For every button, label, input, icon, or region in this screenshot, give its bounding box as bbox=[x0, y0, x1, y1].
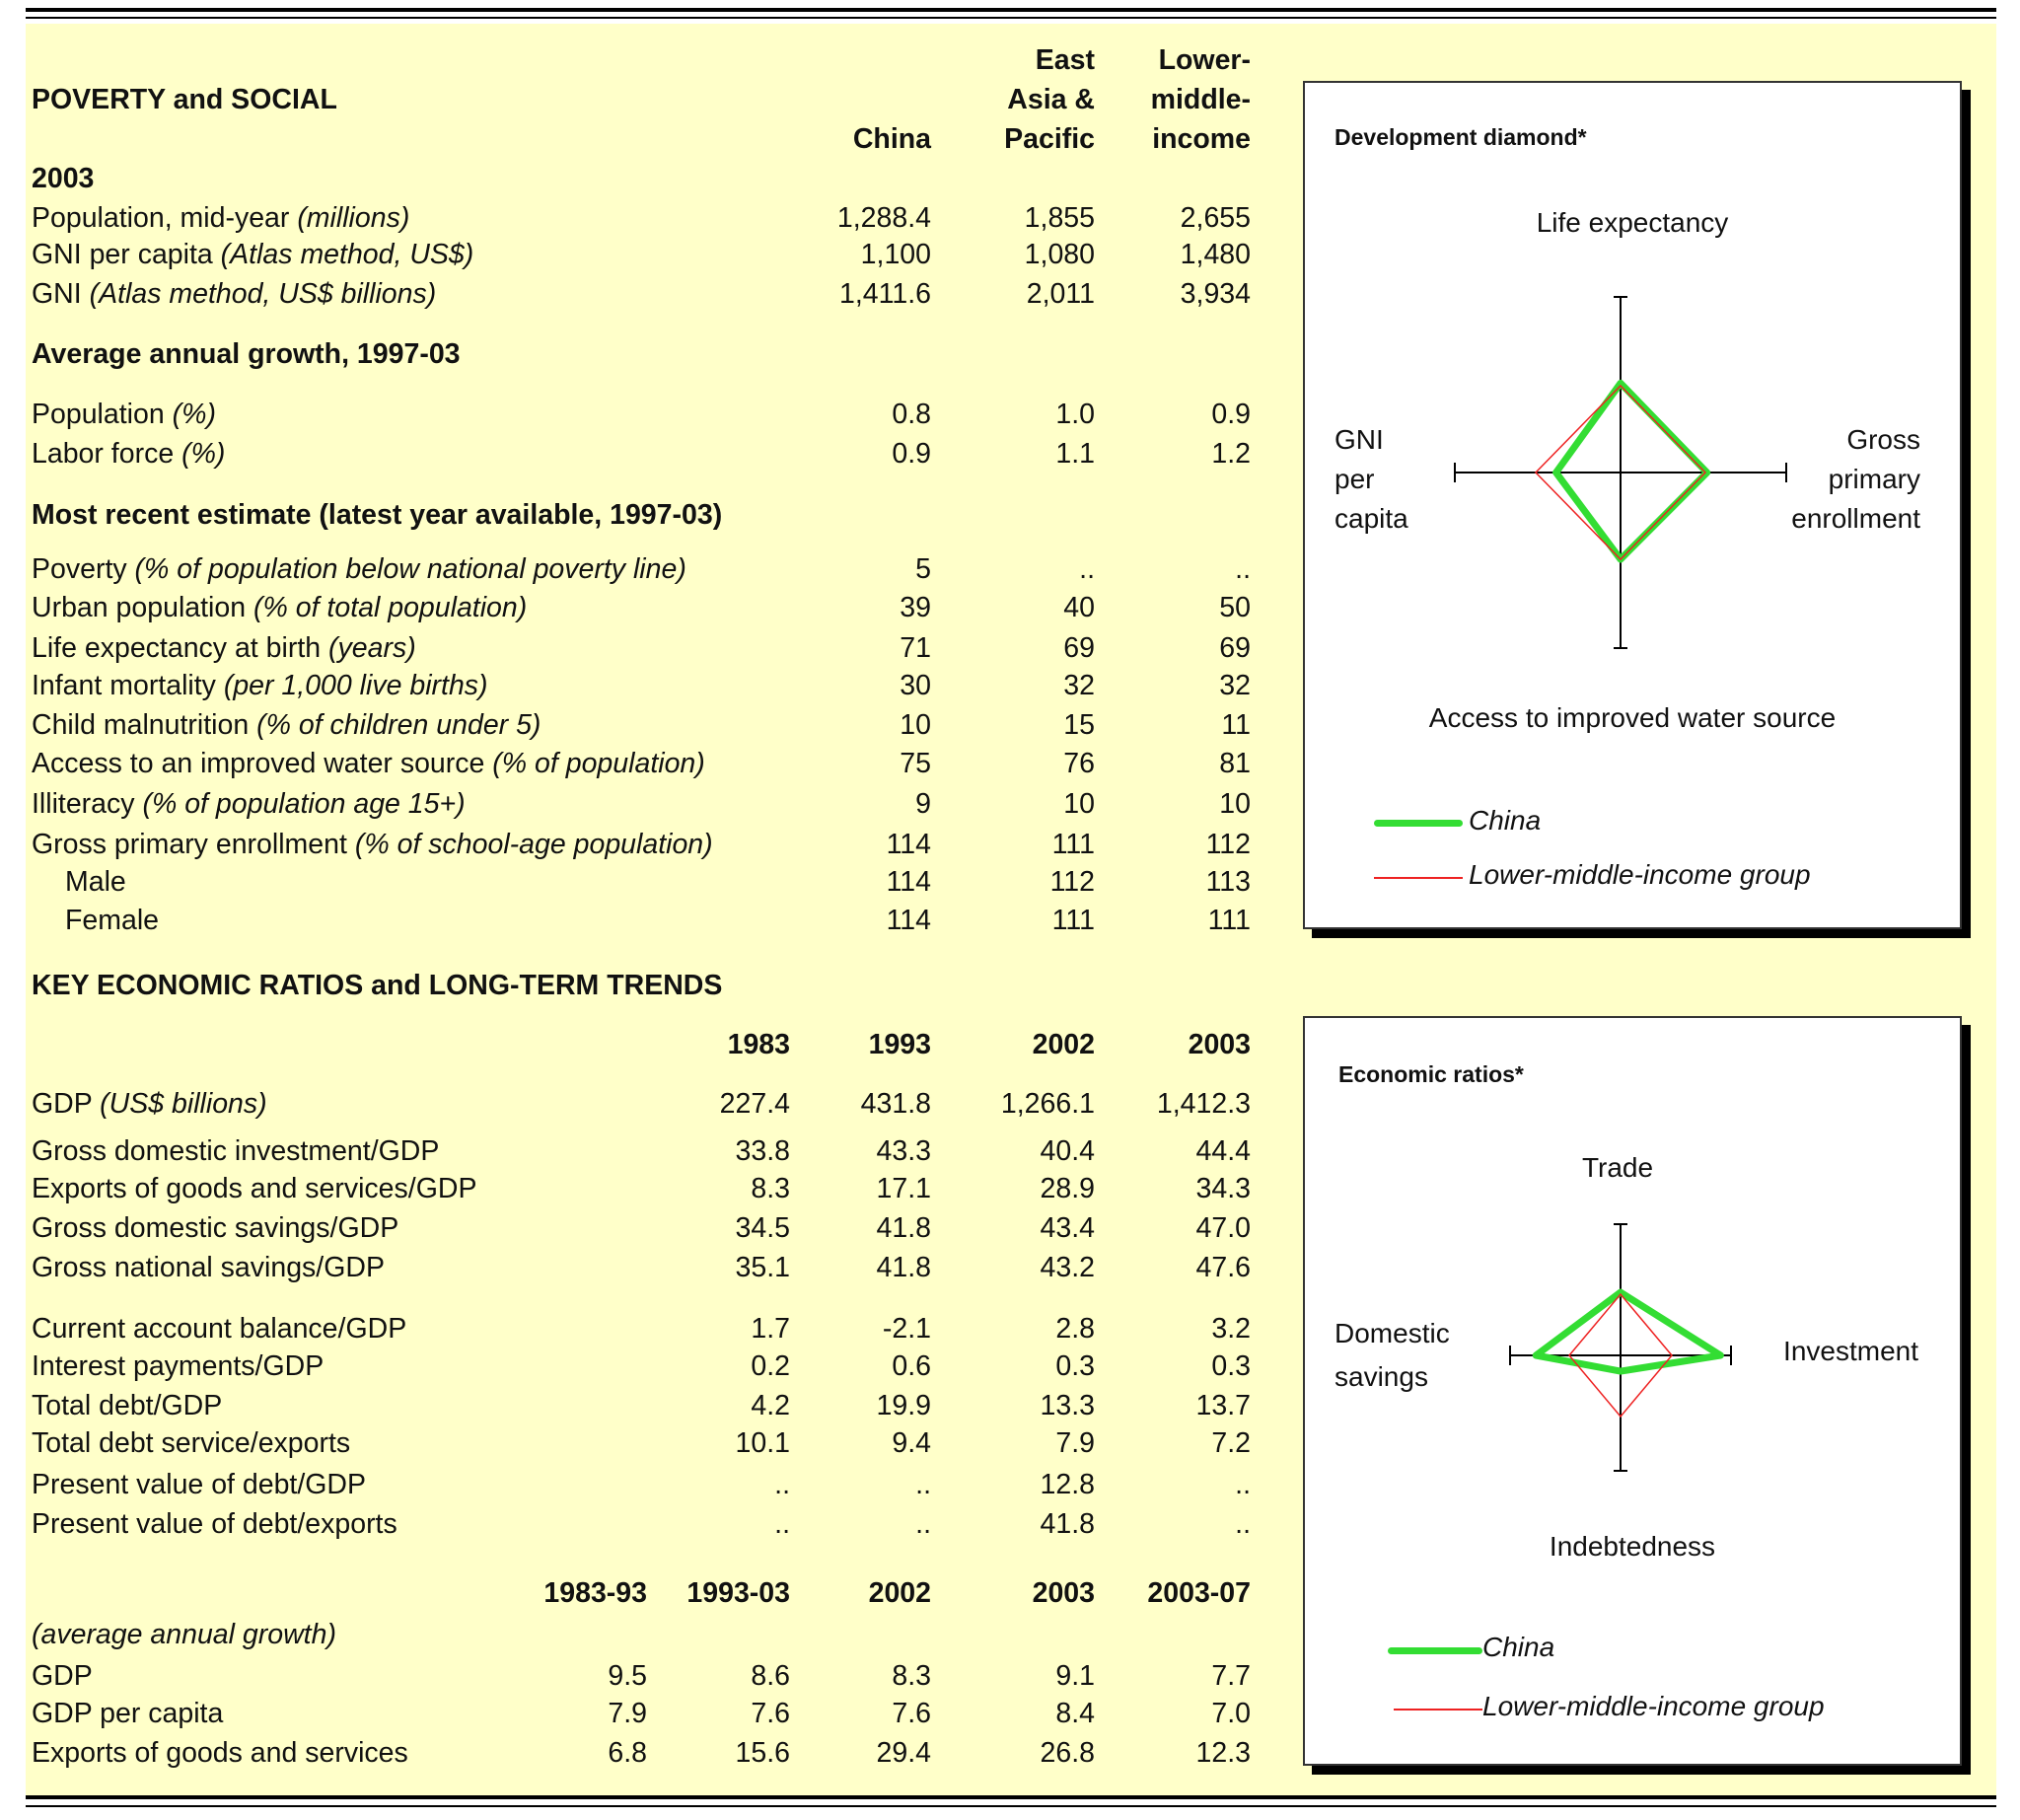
cell-china: 0.8 bbox=[892, 399, 931, 430]
row-label: GNI per capita bbox=[32, 239, 213, 270]
table-row-label bbox=[32, 1697, 223, 1730]
axis-label-gni-2: per bbox=[1335, 464, 1375, 494]
development-diamond-chart bbox=[1305, 83, 1960, 927]
table-cell: 9.5 bbox=[608, 1660, 647, 1692]
legend-label-lmi: Lower-middle-income group bbox=[1482, 1691, 1825, 1721]
row-label: Population, mid-year bbox=[32, 202, 290, 234]
table-row-label bbox=[32, 437, 225, 471]
axis-label-enrollment-3: enrollment bbox=[1791, 503, 1920, 534]
table-cell: 227.4 bbox=[719, 1088, 790, 1120]
table-cell: 6.8 bbox=[608, 1737, 647, 1769]
row-label: Female bbox=[65, 905, 160, 936]
col-header-lmi: Lower- bbox=[1158, 44, 1251, 76]
table-row-label bbox=[32, 1426, 350, 1460]
table-cell: 1.7 bbox=[751, 1313, 790, 1345]
table-cell: .. bbox=[915, 1469, 931, 1500]
table-cell: 0.6 bbox=[892, 1350, 931, 1382]
row-unit: (%) bbox=[181, 438, 226, 470]
row-unit: (% of total population) bbox=[253, 592, 528, 623]
table-cell: 4.2 bbox=[751, 1390, 790, 1421]
row-label: Present value of debt/GDP bbox=[32, 1469, 367, 1500]
cell-lower-middle: 3,934 bbox=[1180, 278, 1251, 310]
table-cell: 41.8 bbox=[1040, 1508, 1095, 1540]
cell-china: 9 bbox=[915, 788, 931, 820]
col-header-eap: Pacific bbox=[1004, 123, 1095, 155]
table-row-label bbox=[32, 1134, 439, 1168]
row-label: Access to an improved water source bbox=[32, 748, 485, 779]
year-header: 2002 bbox=[1032, 1029, 1095, 1060]
row-label: GDP bbox=[32, 1660, 93, 1692]
table-cell: 7.6 bbox=[751, 1698, 790, 1729]
cell-east-asia: 69 bbox=[1063, 632, 1095, 664]
row-unit: (% of school-age population) bbox=[354, 829, 713, 860]
cell-lower-middle: 11 bbox=[1221, 709, 1251, 741]
table-cell: 7.9 bbox=[1055, 1427, 1095, 1459]
table-cell: 1,412.3 bbox=[1156, 1088, 1251, 1120]
col-header-eap: Asia & bbox=[1007, 84, 1095, 115]
row-unit: (Atlas method, US$) bbox=[220, 239, 474, 270]
cell-east-asia: 112 bbox=[1049, 866, 1095, 898]
table-row-label bbox=[32, 201, 409, 235]
cell-east-asia: 1.1 bbox=[1055, 438, 1095, 470]
cell-east-asia: 2,011 bbox=[1026, 278, 1095, 310]
table-cell: 0.3 bbox=[1211, 1350, 1251, 1382]
row-unit: (per 1,000 live births) bbox=[223, 670, 488, 701]
cell-lower-middle: 0.9 bbox=[1211, 399, 1251, 430]
table-row-label bbox=[32, 631, 416, 665]
cell-china: 1,100 bbox=[860, 239, 931, 270]
axis-label-gni-1: GNI bbox=[1335, 424, 1384, 455]
year-header: 2003 bbox=[1188, 1029, 1251, 1060]
row-label: GNI bbox=[32, 278, 82, 310]
row-label: Male bbox=[65, 866, 126, 898]
axis-label-water-source: Access to improved water source bbox=[1428, 702, 1837, 733]
table-cell: 13.7 bbox=[1195, 1390, 1251, 1421]
table-cell: 35.1 bbox=[735, 1252, 790, 1283]
axis-label-gni-3: capita bbox=[1335, 503, 1408, 534]
table-cell: 43.2 bbox=[1040, 1252, 1095, 1283]
table-row-label bbox=[32, 1659, 93, 1693]
axis-label-investment: Investment bbox=[1783, 1336, 1918, 1366]
cell-china: 10 bbox=[900, 709, 931, 741]
table-cell: 28.9 bbox=[1040, 1173, 1095, 1204]
period-header: 2003-07 bbox=[1147, 1577, 1251, 1609]
table-cell: 8.3 bbox=[892, 1660, 931, 1692]
year-header: 1993 bbox=[868, 1029, 931, 1060]
table-row-label bbox=[32, 238, 473, 271]
table-cell: 12.3 bbox=[1195, 1737, 1251, 1769]
row-label: Gross domestic savings/GDP bbox=[32, 1212, 399, 1244]
cell-lower-middle: 50 bbox=[1219, 592, 1251, 623]
table-row-label bbox=[65, 904, 159, 937]
axis-label-trade: Trade bbox=[1581, 1152, 1654, 1183]
cell-lower-middle: 111 bbox=[1207, 905, 1251, 936]
table-cell: 7.6 bbox=[892, 1698, 931, 1729]
economic-ratios-title: Economic ratios* bbox=[1338, 1061, 1524, 1087]
top-rule-thin bbox=[26, 17, 1996, 19]
row-label: Illiteracy bbox=[32, 788, 135, 820]
row-unit: (Atlas method, US$ billions) bbox=[89, 278, 437, 310]
axis-label-enrollment-2: primary bbox=[1828, 464, 1920, 494]
table-cell: 3.2 bbox=[1211, 1313, 1251, 1345]
cell-east-asia: 10 bbox=[1063, 788, 1095, 820]
legend-swatch-china bbox=[1388, 1647, 1482, 1654]
section-subtitle-recent: Most recent estimate (latest year available, 1997-03) bbox=[32, 499, 723, 531]
row-label: Gross primary enrollment bbox=[32, 829, 347, 860]
table-cell: 47.6 bbox=[1195, 1252, 1251, 1283]
row-label: Infant mortality bbox=[32, 670, 216, 701]
cell-lower-middle: 112 bbox=[1205, 829, 1251, 860]
table-row-label bbox=[32, 1507, 397, 1541]
bottom-rule-thick bbox=[26, 1795, 1996, 1799]
section-subtitle-growth: Average annual growth, 1997-03 bbox=[32, 338, 461, 370]
cell-lower-middle: 32 bbox=[1219, 670, 1251, 701]
table-cell: .. bbox=[915, 1508, 931, 1540]
cell-east-asia: 1,080 bbox=[1024, 239, 1095, 270]
row-unit: (% of children under 5) bbox=[256, 709, 541, 741]
legend-swatch-lmi bbox=[1394, 1709, 1482, 1711]
cell-east-asia: 40 bbox=[1063, 592, 1095, 623]
legend-swatch-china bbox=[1374, 820, 1463, 827]
row-label: GDP per capita bbox=[32, 1698, 224, 1729]
table-cell: 8.4 bbox=[1055, 1698, 1095, 1729]
legend-label-china: China bbox=[1482, 1632, 1555, 1662]
row-unit: (% of population below national poverty line) bbox=[134, 553, 686, 585]
table-cell: 43.3 bbox=[876, 1135, 931, 1167]
table-row-label bbox=[32, 398, 216, 431]
row-unit: (millions) bbox=[297, 202, 410, 234]
table-cell: .. bbox=[774, 1508, 790, 1540]
legend-label-china: China bbox=[1469, 805, 1542, 836]
cell-east-asia: 111 bbox=[1051, 905, 1095, 936]
col-header-china: China bbox=[852, 123, 931, 155]
table-row-label bbox=[32, 591, 527, 624]
axis-label-indebtedness: Indebtedness bbox=[1549, 1531, 1716, 1562]
bottom-rule-thin bbox=[26, 1805, 1996, 1807]
row-unit: (%) bbox=[172, 399, 216, 430]
table-cell: 0.2 bbox=[751, 1350, 790, 1382]
table-cell: 34.3 bbox=[1195, 1173, 1251, 1204]
growth-note: (average annual growth) bbox=[32, 1619, 336, 1650]
period-header: 2003 bbox=[1032, 1577, 1095, 1609]
table-cell: 7.9 bbox=[608, 1698, 647, 1729]
table-row-label bbox=[32, 1211, 398, 1245]
table-row-label bbox=[32, 1087, 267, 1121]
table-cell: 40.4 bbox=[1040, 1135, 1095, 1167]
cell-china: 0.9 bbox=[892, 438, 931, 470]
table-cell: 7.2 bbox=[1211, 1427, 1251, 1459]
table-row-label bbox=[32, 669, 488, 702]
cell-china: 5 bbox=[915, 553, 931, 585]
table-cell: 9.4 bbox=[892, 1427, 931, 1459]
row-label: Labor force bbox=[32, 438, 175, 470]
table-cell: 8.3 bbox=[751, 1173, 790, 1204]
cell-east-asia: 111 bbox=[1051, 829, 1095, 860]
table-cell: 431.8 bbox=[860, 1088, 931, 1120]
row-label: Gross national savings/GDP bbox=[32, 1252, 385, 1283]
row-label: Total debt service/exports bbox=[32, 1427, 351, 1459]
table-cell: 13.3 bbox=[1040, 1390, 1095, 1421]
table-row-label bbox=[32, 1312, 406, 1346]
row-unit: (% of population age 15+) bbox=[142, 788, 466, 820]
row-label: Current account balance/GDP bbox=[32, 1313, 407, 1345]
section-title-economic: KEY ECONOMIC RATIOS and LONG-TERM TRENDS bbox=[32, 970, 723, 1001]
table-row-label bbox=[32, 787, 466, 821]
period-header: 2002 bbox=[868, 1577, 931, 1609]
table-row-label bbox=[32, 1251, 385, 1284]
cell-china: 71 bbox=[900, 632, 931, 664]
table-cell: .. bbox=[774, 1469, 790, 1500]
row-unit: (US$ billions) bbox=[100, 1088, 267, 1120]
table-cell: 7.0 bbox=[1211, 1698, 1251, 1729]
table-cell: .. bbox=[1235, 1469, 1251, 1500]
cell-lower-middle: 1.2 bbox=[1211, 438, 1251, 470]
cell-china: 1,411.6 bbox=[839, 278, 931, 310]
table-cell: 7.7 bbox=[1211, 1660, 1251, 1692]
cell-china: 114 bbox=[886, 866, 931, 898]
legend-swatch-lmi bbox=[1374, 877, 1463, 879]
row-label: Interest payments/GDP bbox=[32, 1350, 325, 1382]
cell-china: 39 bbox=[900, 592, 931, 623]
table-cell: 12.8 bbox=[1040, 1469, 1095, 1500]
cell-lower-middle: 1,480 bbox=[1180, 239, 1251, 270]
cell-lower-middle: 2,655 bbox=[1180, 202, 1251, 234]
legend-label-lmi: Lower-middle-income group bbox=[1469, 859, 1811, 890]
table-cell: 41.8 bbox=[876, 1252, 931, 1283]
table-row-label bbox=[65, 865, 126, 899]
development-diamond-panel bbox=[1303, 81, 1962, 929]
row-unit: (% of population) bbox=[492, 748, 705, 779]
row-label: Present value of debt/exports bbox=[32, 1508, 397, 1540]
year-heading: 2003 bbox=[32, 163, 95, 194]
cell-china: 114 bbox=[886, 829, 931, 860]
row-label: Life expectancy at birth bbox=[32, 632, 322, 664]
table-cell: 44.4 bbox=[1195, 1135, 1251, 1167]
table-cell: 33.8 bbox=[735, 1135, 790, 1167]
axis-label-enrollment-1: Gross bbox=[1846, 424, 1920, 455]
period-header: 1993-03 bbox=[686, 1577, 790, 1609]
table-row-label bbox=[32, 708, 541, 742]
row-label: Exports of goods and services/GDP bbox=[32, 1173, 477, 1204]
cell-lower-middle: 113 bbox=[1205, 866, 1251, 898]
table-cell: 29.4 bbox=[876, 1737, 931, 1769]
cell-east-asia: 1,855 bbox=[1024, 202, 1095, 234]
cell-lower-middle: 81 bbox=[1219, 748, 1251, 779]
col-header-lmi: middle- bbox=[1150, 84, 1251, 115]
table-cell: 9.1 bbox=[1055, 1660, 1095, 1692]
col-header-lmi: income bbox=[1152, 123, 1251, 155]
cell-lower-middle: .. bbox=[1235, 553, 1251, 585]
row-label: Population bbox=[32, 399, 165, 430]
cell-china: 114 bbox=[886, 905, 931, 936]
axis-label-life-expectancy: Life expectancy bbox=[1536, 207, 1729, 238]
table-row-label bbox=[32, 1468, 366, 1501]
axis-label-savings-2: savings bbox=[1335, 1361, 1428, 1392]
table-cell: 1,266.1 bbox=[1000, 1088, 1095, 1120]
table-cell: 47.0 bbox=[1195, 1212, 1251, 1244]
row-label: Exports of goods and services bbox=[32, 1737, 408, 1769]
table-row-label bbox=[32, 1349, 324, 1383]
row-label: Poverty bbox=[32, 553, 127, 585]
row-label: Urban population bbox=[32, 592, 247, 623]
table-cell: 15.6 bbox=[735, 1737, 790, 1769]
top-rule-thick bbox=[26, 8, 1996, 12]
table-cell: 26.8 bbox=[1040, 1737, 1095, 1769]
col-header-eap: East bbox=[1035, 44, 1095, 76]
cell-china: 30 bbox=[900, 670, 931, 701]
cell-china: 75 bbox=[900, 748, 931, 779]
row-label: Total debt/GDP bbox=[32, 1390, 223, 1421]
economic-ratios-panel bbox=[1303, 1016, 1962, 1766]
cell-east-asia: 32 bbox=[1063, 670, 1095, 701]
row-label: Gross domestic investment/GDP bbox=[32, 1135, 440, 1167]
table-cell: 41.8 bbox=[876, 1212, 931, 1244]
section-title-poverty: POVERTY and SOCIAL bbox=[32, 84, 337, 115]
year-header: 1983 bbox=[727, 1029, 790, 1060]
cell-china: 1,288.4 bbox=[836, 202, 931, 234]
table-cell: 2.8 bbox=[1055, 1313, 1095, 1345]
table-row-label bbox=[32, 1389, 222, 1422]
table-cell: .. bbox=[1235, 1508, 1251, 1540]
cell-east-asia: 76 bbox=[1063, 748, 1095, 779]
table-cell: 19.9 bbox=[876, 1390, 931, 1421]
table-row-label bbox=[32, 277, 436, 311]
row-label: GDP bbox=[32, 1088, 93, 1120]
cell-east-asia: 15 bbox=[1063, 709, 1095, 741]
table-cell: 0.3 bbox=[1055, 1350, 1095, 1382]
table-cell: 8.6 bbox=[751, 1660, 790, 1692]
table-cell: -2.1 bbox=[882, 1313, 931, 1345]
table-cell: 17.1 bbox=[876, 1173, 931, 1204]
row-unit: (years) bbox=[328, 632, 416, 664]
period-header: 1983-93 bbox=[543, 1577, 647, 1609]
development-diamond-title: Development diamond* bbox=[1335, 124, 1587, 150]
cell-east-asia: 1.0 bbox=[1055, 399, 1095, 430]
series-china-polygon bbox=[1556, 383, 1707, 559]
cell-east-asia: .. bbox=[1079, 553, 1095, 585]
table-cell: 43.4 bbox=[1040, 1212, 1095, 1244]
row-label: Child malnutrition bbox=[32, 709, 250, 741]
axis-label-savings-1: Domestic bbox=[1335, 1318, 1450, 1348]
table-cell: 10.1 bbox=[735, 1427, 790, 1459]
cell-lower-middle: 69 bbox=[1219, 632, 1251, 664]
cell-lower-middle: 10 bbox=[1219, 788, 1251, 820]
table-cell: 34.5 bbox=[735, 1212, 790, 1244]
